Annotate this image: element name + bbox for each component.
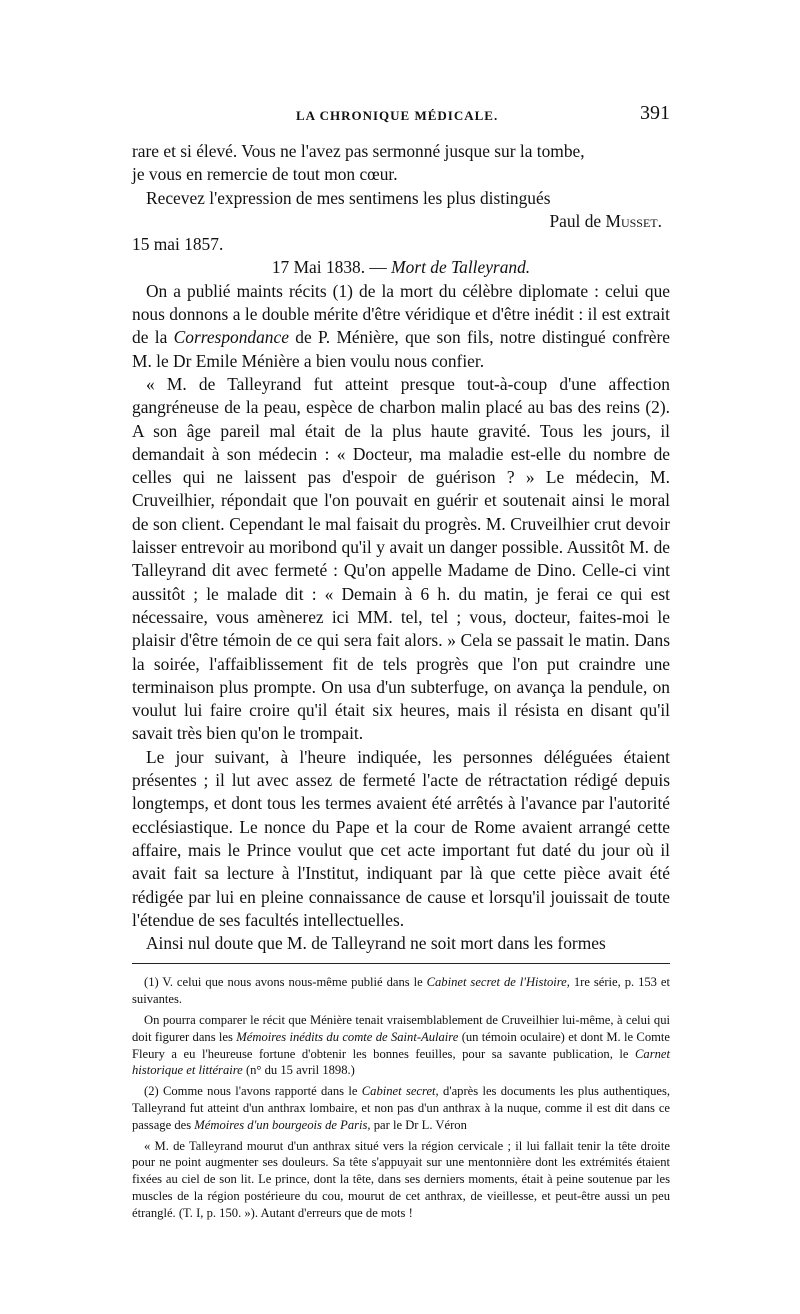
body-text [132, 140, 670, 955]
footnote-1-text-a: (1) V. celui que nous avons nous-même publié dans le [144, 975, 423, 990]
paragraph-1-text-a: On a publié maints récits (1) de la mort du célèbre diplomate : celui que nous donnons a le double mérite d'être véridique et d'être inédit : il est extrait de la [132, 280, 670, 348]
footnote-1-italic: Cabinet secret de l'Histoire, [426, 975, 570, 990]
paragraph-1 [132, 280, 670, 373]
footnotes [132, 974, 670, 1221]
letter-line-2: je vous en remercie de tout mon cœur. [132, 164, 398, 185]
footnote-1b-italic-2: Carnet historique et littéraire [132, 1046, 670, 1078]
running-head: LA CHRONIQUE MÉDICALE. [296, 108, 499, 123]
footnote-1 [132, 974, 670, 1008]
signature-first: Paul de [549, 210, 602, 231]
section-date: 17 Mai 1838. — [271, 257, 387, 278]
document-page [132, 100, 670, 1226]
paragraph-3: Le jour suivant, à l'heure indiquée, les personnes déléguées étaient présentes ; il lut avec assez de fermeté l'acte de rétractation rédigé depuis longtemps, et dont tous les termes avaient été arrêtés à l'avance par l'autorité ecclésiastique. Le nonce du Pape et la cour de Rome avaient arrangé cette affaire, mais le Prince voulut que cet acte important fut daté du jour où il avait fait sa lecture à l'Institut, indiquant par là que cette pièce avait été rédigée par lui en pleine connaissance de cause et lorsqu'il jouissait de toute l'étendue de ses facultés intellectuelles. [132, 746, 670, 930]
footnote-1-continued [132, 1012, 670, 1079]
footnote-1b-italic: Mémoires inédits du comte de Saint-Aulaire [236, 1029, 459, 1044]
letter-date: 15 mai 1857. [132, 234, 224, 255]
footnote-2-text-c: par le Dr L. Véron [373, 1117, 467, 1132]
footnote-2-italic-2: Mémoires d'un bourgeois de Paris, [194, 1117, 371, 1132]
paragraph-1-italic: Correspondance [173, 327, 289, 348]
page-number: 391 [640, 102, 670, 124]
footnote-2-text-b: d'après les documents les plus authentiques, Talleyrand fut atteint d'un anthrax lombaire, et non pas d'un anthrax à la nuque, comme il est dit dans ce passage des [132, 1084, 671, 1132]
signature-last: Musset. [605, 210, 662, 231]
footnote-rule [132, 963, 670, 964]
paragraph-2: « M. de Talleyrand fut atteint presque tout-à-coup d'une affection gangréneuse de la peau, espèce de charbon malin placé au bas des reins (2). A son âge pareil mal était de la plus haute gravité. Tous les jours, il demandait à son médecin : « Docteur, ma maladie est-elle du nombre de celles qui ne laissent pas d'espoir de guérison ? » Le médecin, M. Cruveilhier, répondait que l'on pouvait en guérir et soutenait ainsi le moral de son client. Cependant le mal faisait du progrès. M. Cruveilhier crut devoir laisser entrevoir au moribond qu'il y avait un danger possible. Aussitôt M. de Talleyrand dit avec fermeté : Qu'on appelle Madame de Dino. Celle-ci vint aussitôt ; le malade dit : « Demain à 6 h. du matin, je ferai ce qui est nécessaire, vous amènerez ici MM. tel, tel ; vous, docteur, faites-moi le plaisir d'être témoin de ce qui sera fait alors. » Cela se passait le matin. Dans la soirée, l'affaiblissement fit de tels progrès que l'on put craindre une terminaison plus prompte. On usa d'un subterfuge, on avança la pendule, on voulut lui faire croire qu'il était six heures, mais il résista en disant qu'il savait très bien qu'on le trompait. [132, 373, 670, 744]
footnote-2-italic: Cabinet secret, [361, 1084, 439, 1099]
paragraph-1-text-b: de P. Ménière, que son fils, notre distingué confrère M. le Dr Emile Ménière a bien voulu nous confier. [132, 327, 671, 371]
section-title [132, 256, 670, 279]
footnote-quote: « M. de Talleyrand mourut d'un anthrax situé vers la région cervicale ; il lui fallait tenir la tête droite pour ne point augmenter ses douleurs. Sa tête s'appuyait sur une mentonnière dont les extrémités étaient fixées au ciel de son lit. Le prince, dont la tête, dans ses derniers moments, était à peine soutenue par les muscles de la région postérieure du cou, mourut de cet anthrax, de vieillesse, et peut-être aussi un peu étranglé. (T. I, p. 150. »). Autant d'erreurs que de mots ! [132, 1138, 670, 1220]
letter-line-3: Recevez l'expression de mes sentimens les plus distingués [146, 187, 551, 208]
paragraph-4: Ainsi nul doute que M. de Talleyrand ne soit mort dans les formes [146, 933, 606, 954]
letter-line-1: rare et si élevé. Vous ne l'avez pas sermonné jusque sur la tombe, [132, 141, 585, 161]
footnote-1b-text-c: (n° du 15 avril 1898.) [245, 1063, 355, 1078]
footnote-1b-text-a: On pourra comparer le récit que Ménière tenait vraisemblablement de Cruveilhier lui-même, à celui qui doit figurer dans les [132, 1012, 670, 1044]
letter-signature [132, 210, 670, 233]
section-title-text: Mort de Talleyrand. [391, 257, 531, 278]
footnote-1-text-b: 1re série, p. 153 et suivantes. [132, 975, 670, 1007]
footnote-2-text-a: (2) Comme nous l'avons rapporté dans le [144, 1084, 358, 1099]
page-header [132, 100, 670, 134]
footnote-1b-text-b: (un témoin oculaire) et dont M. le Comte Fleury a eu l'heureuse fortune d'obtenir les bonnes feuilles, pour sa savante publication, le [132, 1029, 671, 1061]
letter-closing [132, 140, 670, 210]
footnote-2 [132, 1083, 670, 1133]
